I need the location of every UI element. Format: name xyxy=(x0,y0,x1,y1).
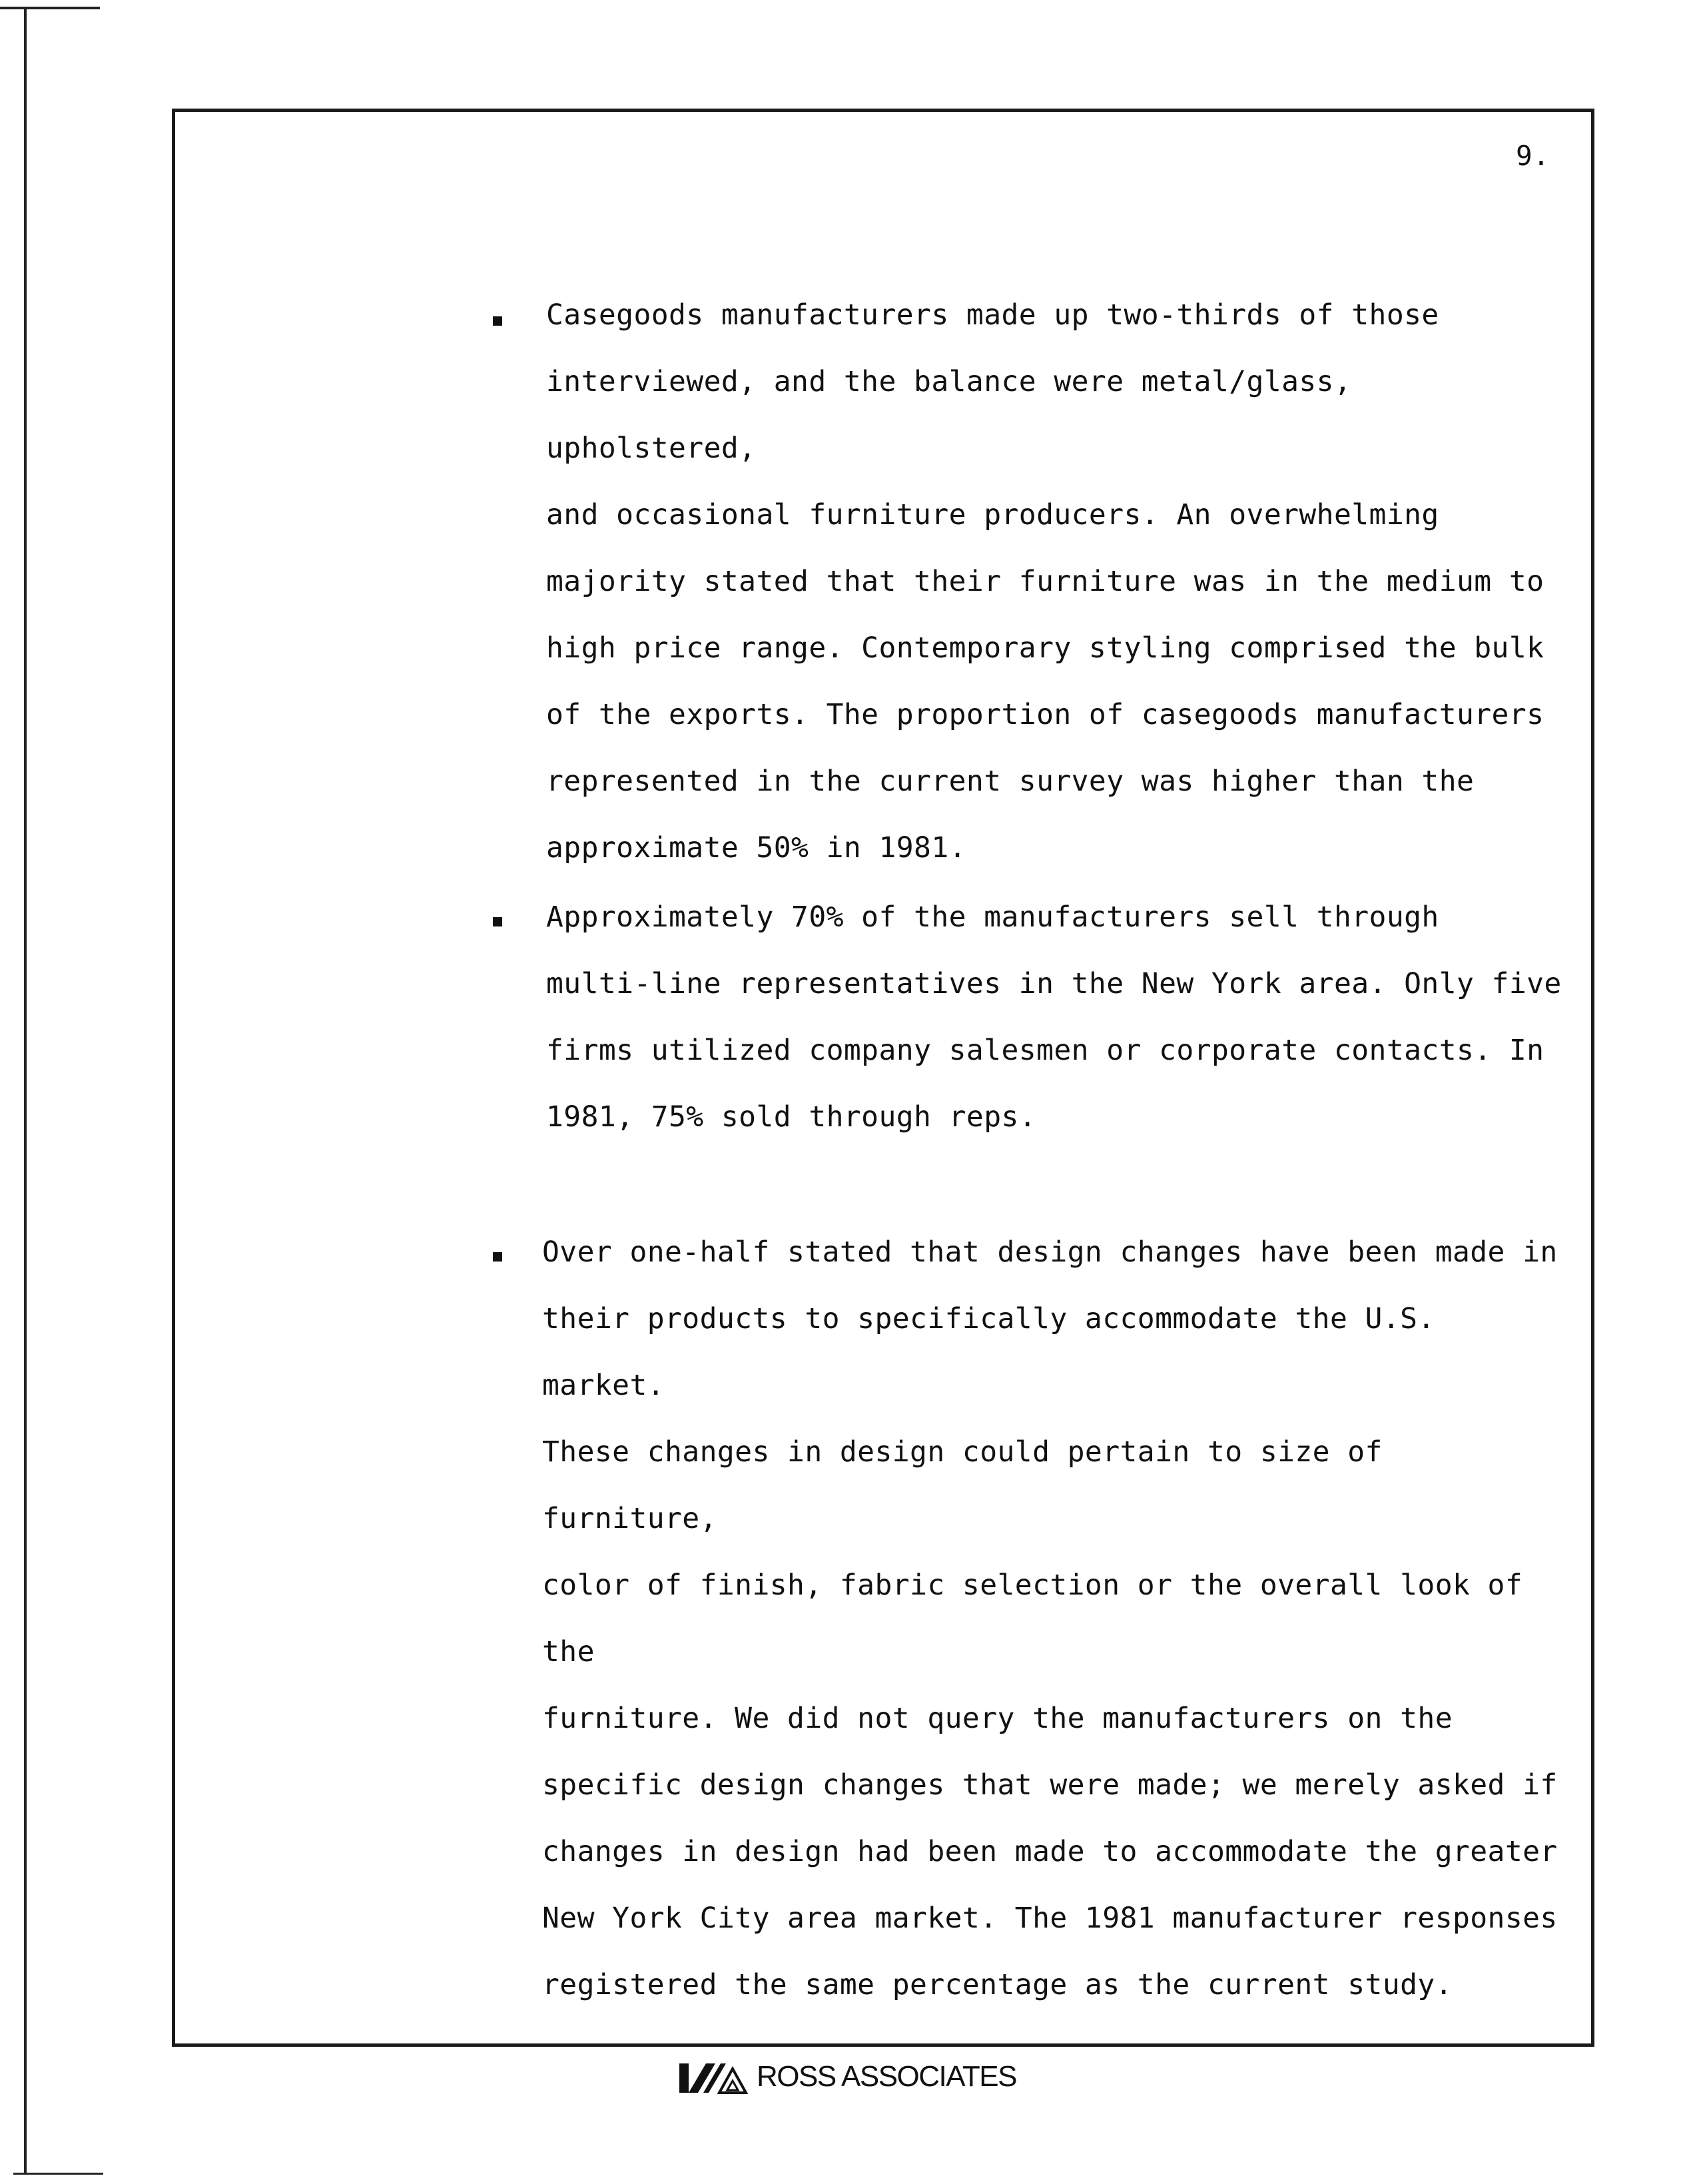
bullet-text: Approximately 70% of the manufacturers sell through multi-line representatives in the New York area. Only five firms utilized company salesmen or corporate contacts. In 1981, 75% sold through reps. xyxy=(546,901,1562,1134)
binder-mark-top xyxy=(0,7,100,9)
footer-company-logo xyxy=(679,2057,1016,2097)
ross-associates-logo-icon xyxy=(679,2059,753,2094)
bullet-text: Over one-half stated that design changes have been made in their products to specifically accommodate the U.S. market. These changes in design could pertain to size of furniture, color of finish, fabric selection or the overall look of the furniture. We did not query the manufacturers on the specific design changes that were made; we merely asked if changes in design had been made to accommodate the greater New York City area market. The 1981 manufacturer responses registered the same percentage as the current study. xyxy=(542,1236,1558,2002)
bullet-square-icon xyxy=(493,917,502,926)
bullet-square-icon xyxy=(493,316,502,326)
bullet-square-icon xyxy=(493,1252,502,1262)
binder-mark-bottom xyxy=(13,2173,103,2175)
page-number: 9. xyxy=(1516,140,1550,172)
bullet-text: Casegoods manufacturers made up two-thirds of those interviewed, and the balance were metal/glass, upholstered, and occasional furniture producers. An overwhelming majority stated that their furniture was in the medium to high price range. Contemporary styling comprised the bulk of the exports. The proportion of casegoods manufacturers represented in the current survey was higher than the approximate 50% in 1981. xyxy=(546,298,1544,865)
binder-margin-line xyxy=(24,9,27,2174)
footer-company-name: ROSS ASSOCIATES xyxy=(757,2060,1016,2093)
